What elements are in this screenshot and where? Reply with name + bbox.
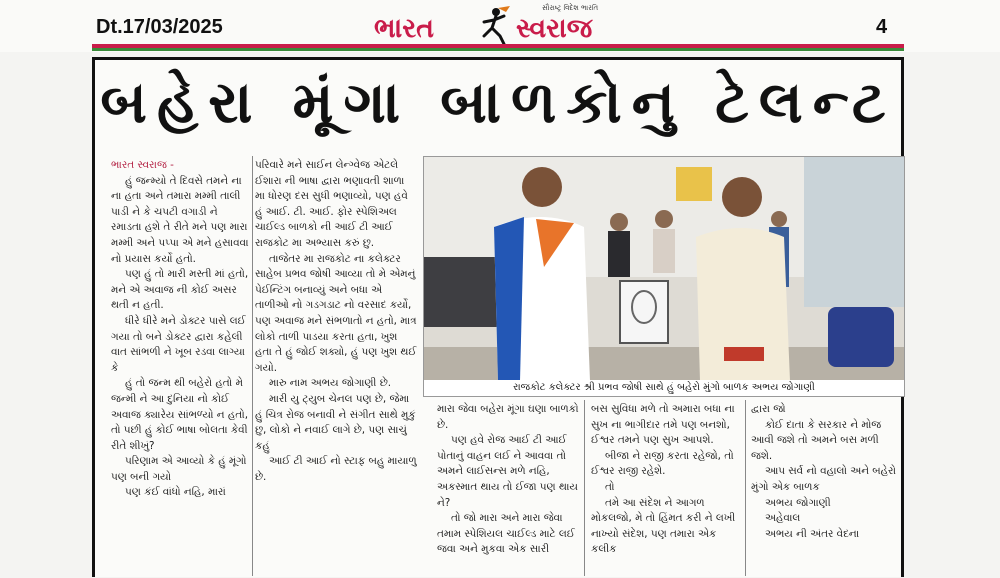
paragraph: કોઈ દાતા કે સરકાર ને મોજ આવી જશે તો અમને બસ મળી જશે. — [751, 418, 882, 462]
article-headline: બહેરા મૂંગા બાળકોનુ ટેલન્ટ — [100, 68, 896, 136]
masthead — [0, 0, 1000, 52]
article-column-3 — [437, 402, 579, 558]
paragraph: અહેવાલ — [765, 512, 801, 525]
issue-date: Dt.17/03/2025 — [96, 16, 223, 38]
paragraph: પરિણામ એ આવ્યો કે હું મૂંગો પણ બની ગયો — [111, 455, 247, 483]
byline: ભારત સ્વરાજ - — [111, 159, 174, 171]
page-number: 4 — [876, 16, 888, 38]
photo-illustration — [424, 157, 904, 381]
article-photo — [423, 156, 905, 382]
newspaper-logo — [374, 4, 624, 48]
paragraph: પણ હું તો મારી મસ્તી માં હતો, મને એ અવાજ ની કોઈ અસર થતી ન હતી. — [111, 268, 249, 312]
paragraph: આપ સર્વ નો વહાલો અને બહેરો મુંગો એક બાળક — [751, 465, 896, 493]
article-frame — [92, 57, 904, 577]
article-column-1 — [111, 158, 251, 501]
paragraph: મારી યુ ટ્યુબ ચેનલ પણ છે, જેમા હું ચિત્ર રોજ બનાવી ને સંગીત સાથે મુકું છુ, લોકો ને નવાઈ લાગે છે, પણ સાચું કહું — [255, 392, 416, 452]
paragraph: તાજેતર મા રાજકોટ ના કલેક્ટર સાહેબ પ્રભવ જોષી આવ્યા તો મે એમનું પેઈન્ટિંગ બનાવ્યું અને બધા એ તાળીઓ નો ગડગડાટ નો વરસાદ કર્યો, પણ અવાજ મને સંભળાતો ન હતો, માત્ર લોકો તાળી પાડયા કરતા હતા, ખુશ હતા તે હું જોઈ શક્યો, હું પણ ખુશ થઈ ગયો. — [255, 252, 417, 374]
article-column-2 — [255, 158, 417, 485]
article-column-5 — [751, 402, 901, 542]
paragraph: ધીરે ધીરે મને ડોક્ટર પાસે લઈ ગયા તો બને ડોક્ટર દ્વારા કહેલી વાત સાંભળી ને ખૂબ રડવા લાગ્યા કે — [111, 314, 246, 374]
paragraph: મારા જેવા બહેરા મૂંગા ઘણા બાળકો છે. — [437, 403, 579, 431]
paragraph: અભય ની અંતર વેદના — [765, 527, 860, 540]
paragraph: હું તો જન્મ થી બહેરો હતો મે જન્મી ને આ દુનિયા નો કોઈ અવાજ ક્યારેય સાંભળ્યો ન હતો, તો પછી હું કોઈ ભાષા બોલતા કેવી રીતે શીખું? — [111, 377, 249, 452]
paragraph: અભય જોગાણી — [765, 496, 831, 509]
column-divider — [252, 156, 253, 576]
running-figure-icon — [476, 6, 512, 46]
paragraph: પણ હવે રોજ આઈ ટી આઈ પોતાનું વાહન લઈ ને આવવા તો અમને લાઈસન્સ મળે નહિ, અકસ્માત થાય તો ઈજા પણ થાય ને? — [437, 434, 578, 509]
paragraph: હું જન્મ્યો તે દિવસે તમને ના ના હતા અને તમારા મમ્મી તાલી પાડી ને કે ચપટી વગાડી ને રમાડતા હશે તે રીતે મને પણ મારા મમ્મી અને પપ્પા એ મને હસાવવા નો પ્રયાસ કર્યો હતો. — [111, 174, 249, 265]
photo-caption: રાજકોટ કલેક્ટર શ્રી પ્રભવ જોષી સાથે હું બહેરો મુંગો બાળક અભય જોગાણી — [423, 380, 905, 397]
paragraph: બીજા ને રાજી કરતા રહેજો, તો ઈશ્વર રાજી રહેશે. — [591, 449, 734, 478]
paragraph: બસ સુવિધા મળે તો અમારા બધા ના સુખ ના ભાગીદાર તમે પણ બનશો, ઈશ્વર તમને પણ સુખ આપશે. — [591, 403, 735, 447]
paragraph: તો જો મારા અને મારા જેવા તમામ સ્પેશિયલ ચાઈલ્ડ માટે લઈ જવા અને મુકવા એક સારી — [437, 512, 575, 556]
column-divider — [745, 400, 746, 576]
paragraph: દ્વારા જો — [751, 403, 786, 415]
paragraph: તમે આ સંદેશ ને આગળ મોકલજો, મે તો હિંમત કરી ને લખી નાખ્યો સંદેશ, પણ તમારા એક કલીક — [591, 496, 736, 556]
logo-tagline: સૌરાષ્ટ્ર વિદેશ ભારતિ — [542, 4, 599, 12]
paragraph: તો — [605, 480, 615, 493]
paragraph: આઈ ટી આઈ નો સ્ટાફ બહુ માયાળુ છે. — [255, 455, 417, 483]
paragraph: મારુ નામ અભય જોગાણી છે. — [269, 377, 392, 390]
logo-word-left: ભારત — [374, 13, 435, 44]
column-divider — [584, 400, 585, 576]
paragraph: પરિવારે મને સાઈન લેન્ગ્વેજ એટલે ઈશારા ની ભાષા દ્વારા ભણાવતી શાળા મા ધોરણ દસ સુધી ભણાવ્યો, પણ હવે હું આઈ. ટી. આઈ. ફોર સ્પેશિઅલ ચાઈલ્ડ બાળકો ની આઈ ટી આઈ રાજકોટ મા અભ્યાસ કરું છુ. — [255, 159, 408, 249]
article-column-4 — [591, 402, 739, 558]
logo-word-right: સ્વરાજ — [516, 13, 593, 44]
header-rule-green — [92, 48, 904, 51]
paragraph: પણ કંઈ વાંધો નહિ, મારાં — [125, 486, 226, 499]
